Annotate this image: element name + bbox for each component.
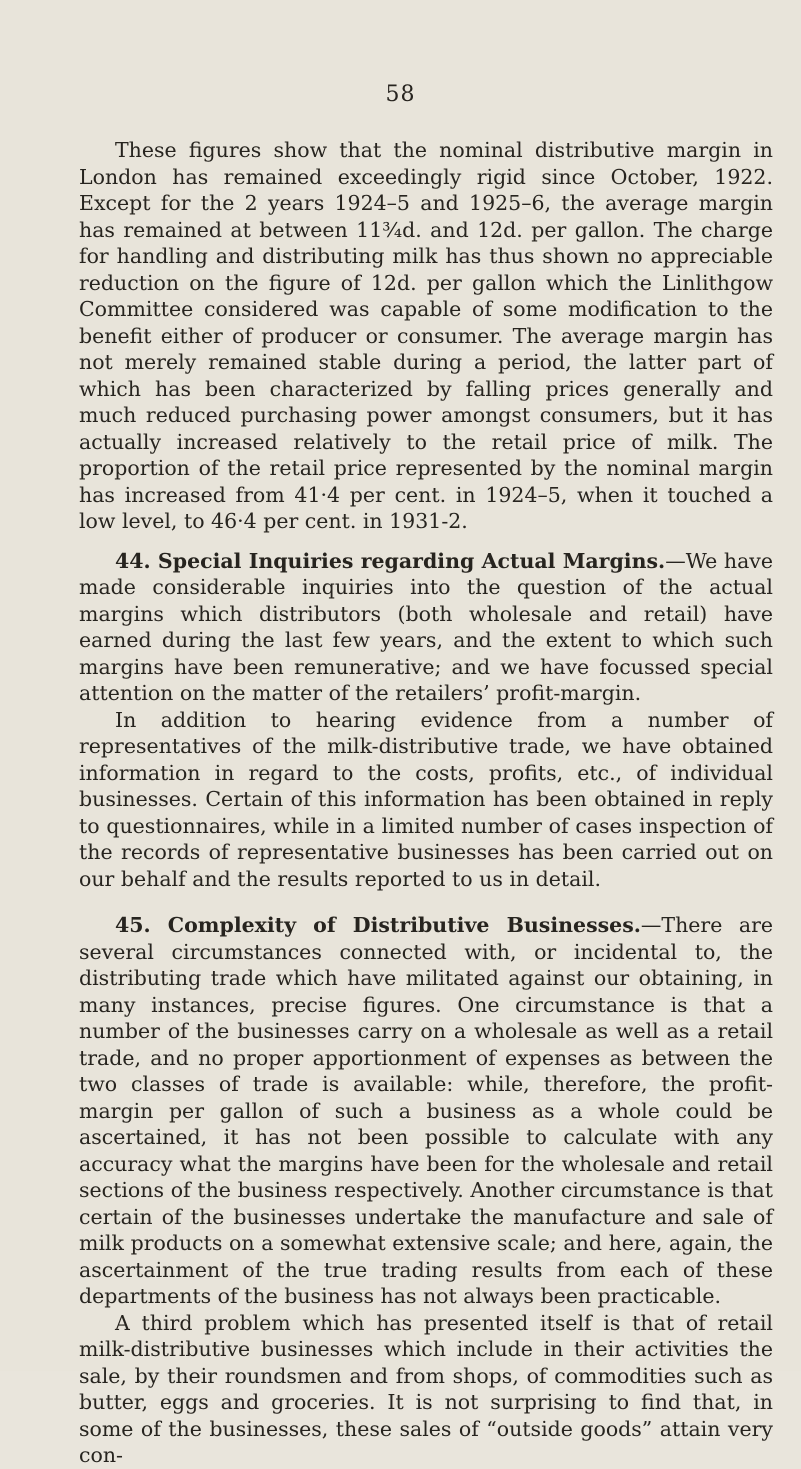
section-heading-45: 45. Complexity of Distributive Businesses. [115, 913, 641, 937]
paragraph-text: —There are several circumstances connected with, or incidental to, the distributing trade which have militated against our obtaining, in many instances, precise figures. One circumstance is that a number of the businesses carry on a wholesale as well as a retail trade, and no proper apportionment of expenses as between the two classes of trade is available: while, therefore, the profit-margin per gallon of such a business as a whole could be ascertained, it has not been possible to calculate with any accuracy what the margins have been for the wholesale and retail sections of the business respectively. Another circumstance is that certain of the businesses undertake the manufacture and sale of milk products on a somewhat extensive scale; and here, again, the ascertainment of the true trading results from each of these departments of the business has not always been practicable. [79, 913, 774, 1308]
paragraph-section-44 [79, 548, 773, 707]
body-text [79, 137, 773, 1469]
paragraph-text: A third problem which has presented itself is that of retail milk-distributive businesses which include in their activities the sale, by their roundsmen and from shops, of commodities such as butter, eggs and groceries. It is not surprising to find that, in some of the businesses, these sales of “outside goods” attain very con- [79, 1310, 773, 1467]
paragraph-text: In addition to hearing evidence from a number of representatives of the milk-distributive trade, we have obtained information in regard to the costs, profits, etc., of individual businesses. Certain of this information has been obtained in reply to questionnaires, while in a limited number of cases inspection of the records of representative businesses has been carried out on our behalf and the results reported to us in detail. [79, 707, 773, 891]
paragraph-margin-rigidity [79, 137, 773, 535]
section-heading-44: 44. Special Inquiries regarding Actual Margins. [115, 548, 666, 573]
paragraph-text: These figures show that the nominal distributive margin in London has remained exceedingly rigid since October, 1922. Except for the 2 years 1924–5 and 1925–6, the average margin has remained at between 11¾d. and 12d. per gallon. The charge for handling and distributing milk has thus shown no appreciable reduction on the figure of 12d. per gallon which the Linlithgow Committee considered was capable of some modification to the benefit either of producer or consumer. The average margin has not merely remained stable during a period, the latter part of which has been characterized by falling prices generally and much reduced purchasing power amongst consumers, but it has actually increased relatively to the retail price of milk. The proportion of the retail price represented by the nominal margin has increased from 41·4 per cent. in 1924–5, when it touched a low level, to 46·4 per cent. in 1931-2. [79, 138, 773, 533]
paragraph-evidence [79, 707, 773, 893]
page-number: 58 [385, 82, 416, 107]
paragraph-section-45 [79, 912, 773, 1310]
paragraph-third-problem [79, 1310, 773, 1469]
paragraph-text: —We have made considerable inquiries into the question of the actual margins which distributors (both wholesale and retail) have earned during the last few years, and the extent to which such margins have been remunerative; and we have focussed special attention on the matter of the retailers’ profit-margin. [79, 548, 774, 705]
